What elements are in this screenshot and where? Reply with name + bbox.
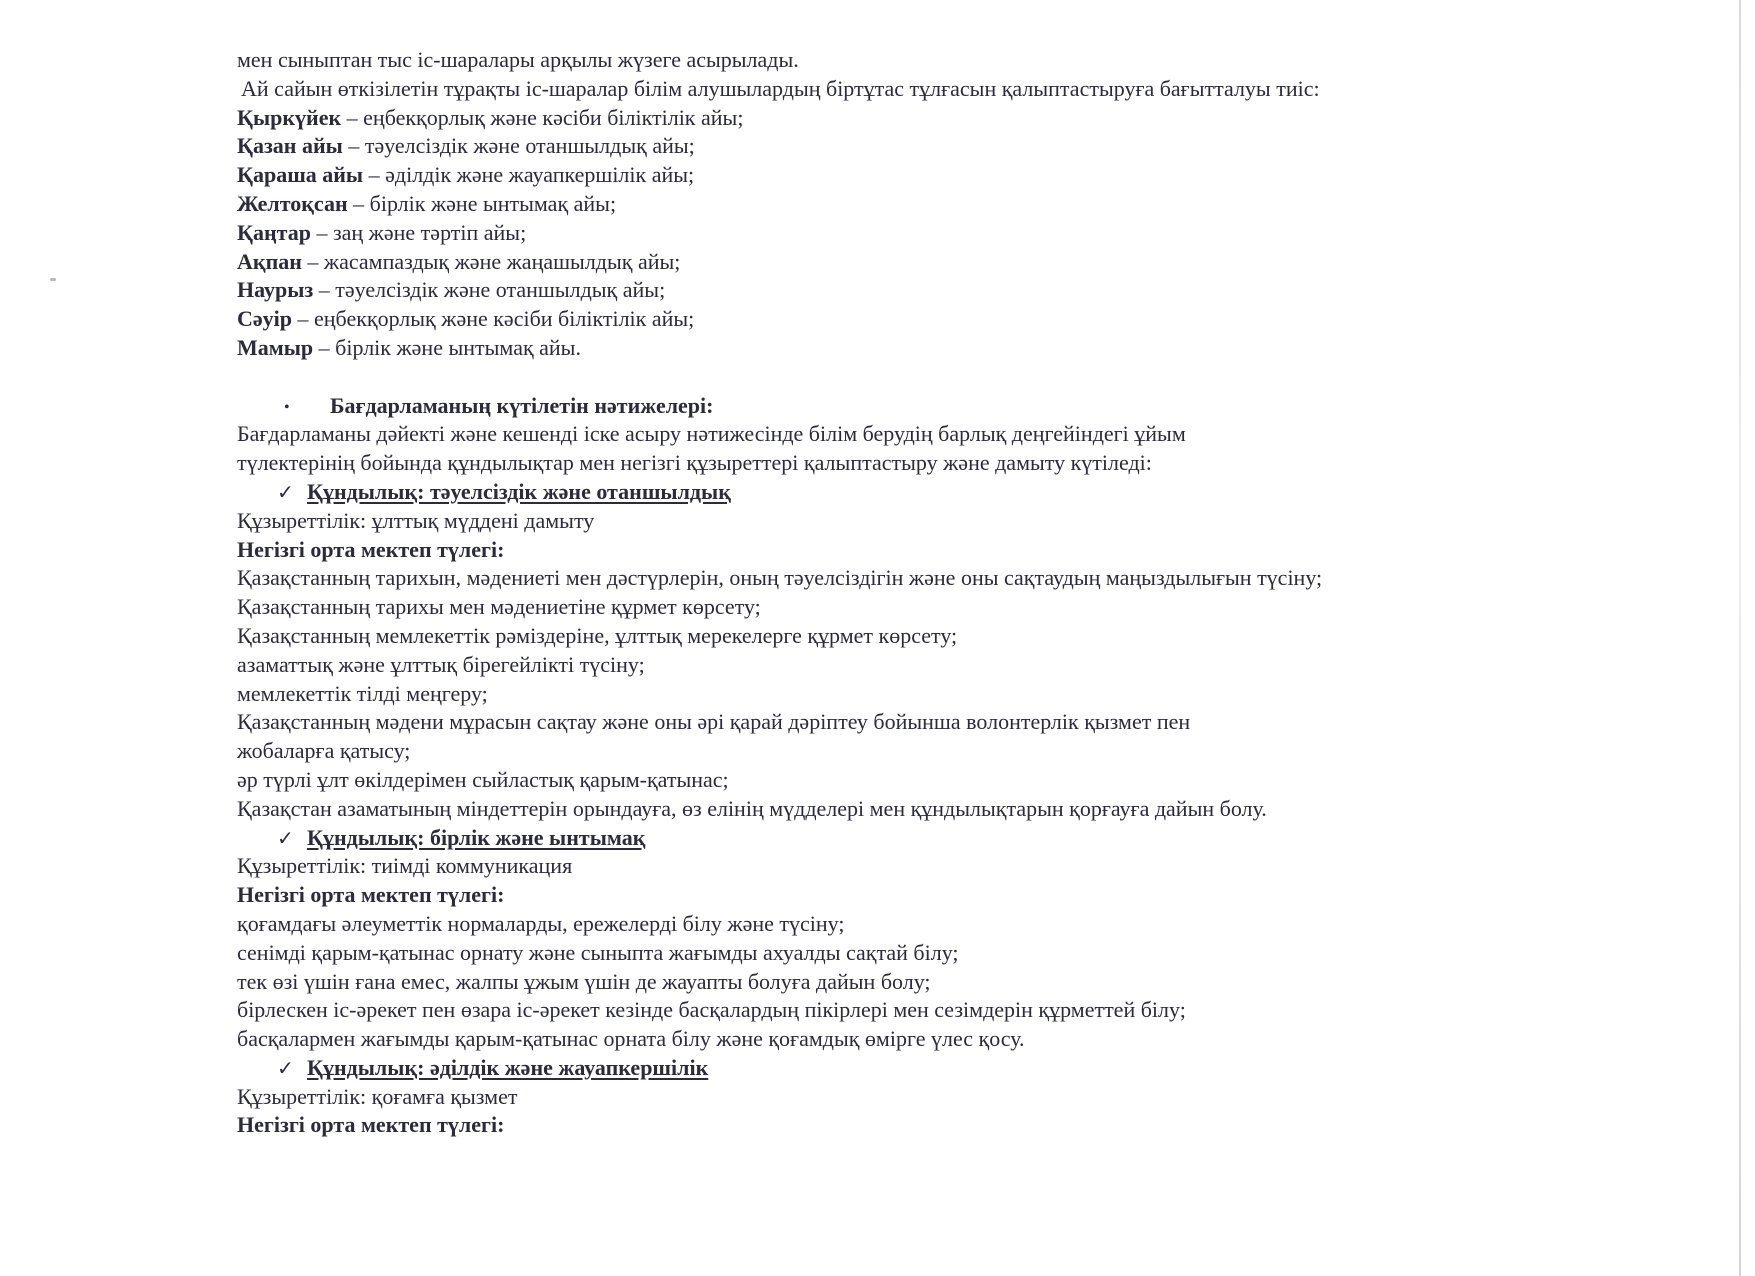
list-item: Қазақстан азаматының міндеттерін орындауға, өз елінің мүдделері мен құндылықтарын қорғауға дайын болу. — [237, 795, 1267, 821]
month-name: Қараша айы — [237, 162, 364, 188]
month-name: Ақпан — [237, 248, 302, 274]
value-heading — [237, 824, 1657, 853]
value-items-list — [237, 564, 1657, 823]
month-item — [237, 161, 1657, 190]
checkmark-icon: ✓ — [277, 1055, 294, 1080]
month-desc: – әділдік және жауапкершілік айы; — [363, 162, 695, 188]
month-name: Қазан айы — [237, 133, 343, 159]
month-desc: – тәуелсіздік және отаншылдық айы; — [342, 133, 695, 159]
month-desc: – еңбекқорлық және кәсіби біліктілік айы; — [341, 104, 744, 130]
value-heading-text: Құндылық: әділдік және жауапкершілік — [307, 1054, 709, 1080]
list-item: мемлекеттік тілді меңгеру; — [237, 680, 488, 706]
graduate-heading: Негізгі орта мектеп түлегі: — [237, 1112, 505, 1138]
month-name: Қаңтар — [237, 219, 311, 245]
graduate-heading: Негізгі орта мектеп түлегі: — [237, 536, 505, 562]
month-item — [237, 334, 1657, 363]
month-desc: – бірлік және ынтымақ айы. — [313, 334, 581, 360]
results-para-line-2: түлектерінің бойында құндылықтар мен негізгі құзыреттері қалыптастыру және дамыту күтіледі: — [237, 450, 1152, 476]
value-heading — [237, 478, 1657, 507]
list-item: Қазақстанның мәдени мұрасын сақтау және оны әрі қарай дәріптеу бойынша волонтерлік қызмет пен — [237, 709, 1191, 735]
list-item: Қазақстанның тарихы мен мәдениетіне құрмет көрсету; — [237, 594, 761, 620]
value-heading-text: Құндылық: бірлік және ынтымақ — [307, 824, 646, 850]
spacer — [237, 363, 1657, 392]
list-item: қоғамдағы әлеуметтік нормаларды, ережелерді білу және түсіну; — [237, 910, 845, 936]
value-heading-text: Құндылық: тәуелсіздік және отаншылдық — [307, 478, 731, 504]
months-list — [237, 104, 1657, 363]
competence-line: Құзыреттілік: тиімді коммуникация — [237, 853, 573, 879]
month-item — [237, 276, 1657, 305]
month-desc: – жасампаздық және жаңашылдық айы; — [301, 248, 681, 274]
list-item: бірлескен іс-әрекет пен өзара іс-әрекет кезінде басқалардың пікірлері мен сезімдерін құрметтей білу; — [237, 997, 1186, 1023]
competence-line: Құзыреттілік: ұлттық мүддені дамыту — [237, 507, 595, 533]
month-name: Қыркүйек — [237, 104, 342, 130]
intro-line-2: Ай сайын өткізілетін тұрақты іс-шаралар білім алушылардың біртұтас тұлғасын қалыптастыруға бағытталуы тиіс: — [241, 75, 1320, 101]
month-desc: – еңбекқорлық және кәсіби біліктілік айы; — [292, 306, 695, 332]
month-name: Желтоқсан — [237, 190, 348, 216]
intro-line-1: мен сыныптан тыс іс-шаралары арқылы жүзеге асырылады. — [237, 47, 799, 72]
results-heading-text: Бағдарламаның күтілетін нәтижелері: — [330, 392, 714, 418]
document-body — [237, 46, 1657, 1140]
competence-line: Құзыреттілік: қоғамға қызмет — [237, 1083, 518, 1109]
list-item: басқалармен жағымды қарым-қатынас орната білу және қоғамдық өмірге үлес қосу. — [237, 1026, 1025, 1052]
results-para-line-1: Бағдарламаны дәйекті және кешенді іске асыру нәтижесінде білім берудің барлық деңгейіндегі ұйым — [237, 421, 1186, 447]
scan-edge — [1739, 0, 1741, 1276]
month-item — [237, 305, 1657, 334]
checkmark-icon: ✓ — [277, 825, 294, 850]
month-item — [237, 132, 1657, 161]
list-item: азаматтық және ұлттық бірегейлікті түсіну; — [237, 651, 645, 677]
month-name: Сәуір — [237, 306, 292, 332]
value-items-list — [237, 910, 1657, 1054]
list-item: жобаларға қатысу; — [237, 738, 411, 764]
list-item: Қазақстанның тарихын, мәдениеті мен дәстүрлерін, оның тәуелсіздігін және оны сақтаудың маңыздылығын түсіну; — [237, 565, 1323, 591]
month-desc: – заң және тәртіп айы; — [310, 219, 527, 245]
results-heading — [237, 392, 1657, 421]
checkmark-icon: ✓ — [277, 479, 294, 504]
list-item: әр түрлі ұлт өкілдерімен сыйластық қарым-қатынас; — [237, 766, 729, 792]
month-item — [237, 104, 1657, 133]
value-heading — [237, 1054, 1657, 1083]
month-name: Наурыз — [237, 277, 314, 303]
graduate-heading: Негізгі орта мектеп түлегі: — [237, 882, 505, 908]
month-item — [237, 219, 1657, 248]
bullet-icon: • — [284, 398, 290, 416]
list-item: сенімді қарым-қатынас орнату және сыныпта жағымды ахуалды сақтай білу; — [237, 939, 959, 965]
month-name: Мамыр — [237, 334, 314, 360]
list-item: тек өзі үшін ғана емес, жалпы ұжым үшін де жауапты болуға дайын болу; — [237, 968, 931, 994]
month-desc: – тәуелсіздік және отаншылдық айы; — [313, 277, 666, 303]
month-item — [237, 248, 1657, 277]
month-desc: – бірлік және ынтымақ айы; — [347, 190, 617, 216]
scan-speck — [50, 278, 56, 281]
month-item — [237, 190, 1657, 219]
list-item: Қазақстанның мемлекеттік рәміздеріне, ұлттық мерекелерге құрмет көрсету; — [237, 622, 958, 648]
